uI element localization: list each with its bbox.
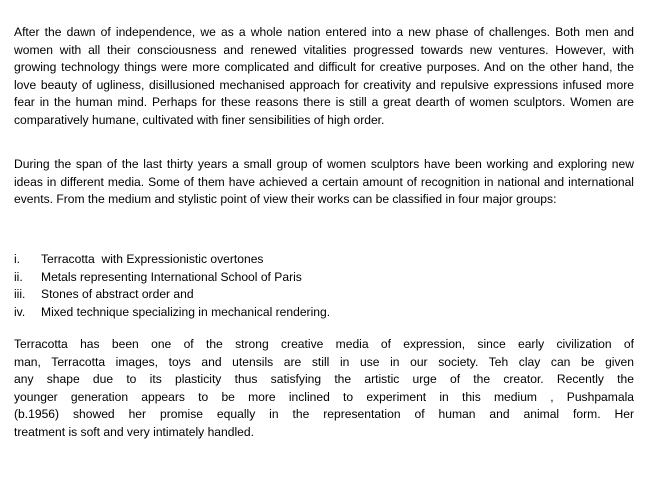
list-marker: iii. — [14, 287, 26, 302]
list-item-text: Terracotta with Expressionistic overtones — [41, 252, 264, 266]
list-marker: ii. — [14, 269, 23, 284]
list-item-text: Metals representing International School of Paris — [41, 269, 302, 284]
list-item-text: Stones of abstract order and — [41, 287, 194, 302]
paragraph-line: treatment is soft and very intimately handled. — [14, 424, 254, 439]
list-item — [14, 286, 634, 304]
paragraph-women-sculptors: During the span of the last thirty years a small group of women sculptors have been working and exploring new ideas in different media. Some of them have achieved a certain amount of recognition in national and international events. From the medium and stylistic point of view their works can be classified in four major groups: — [14, 157, 634, 207]
list-marker: i. — [14, 252, 21, 266]
list-item — [14, 304, 634, 322]
classification-list — [14, 251, 634, 321]
paragraph-terracotta — [14, 336, 634, 442]
list-item — [14, 269, 634, 287]
paragraph-line: Terracotta has been one of the strong creative media of expression, since early civilization of — [14, 337, 634, 351]
list-item-text: Mixed technique specializing in mechanical rendering. — [41, 304, 331, 319]
paragraph-line: any shape due to its plasticity thus satisfying the artistic urge of the creator. Recently the — [14, 372, 634, 387]
list-marker: iv. — [14, 304, 26, 319]
list-item — [14, 251, 634, 269]
paragraph-line: man, Terracotta images, toys and utensils are still in use in our society. Teh clay can be given — [14, 354, 634, 369]
paragraph-independence: After the dawn of independence, we as a whole nation entered into a new phase of challenges. Both men and women with all their consciousness and renewed vitalities progressed towards new ventures. However, with growing technology things were more complicated and difficult for creative purposes. And on the other hand, the love beauty of ugliness, disillusioned mechanised approach for creativity and repulsive expressions infused more fear in the human mind. Perhaps for these reasons there is still a great dearth of women sculptors. Women are comparatively humane, cultivated with finer sensibilities of high order. — [14, 25, 634, 127]
paragraph-line: younger generation appears to be more inclined to experiment in this medium , Pushpamala — [14, 389, 634, 404]
paragraph-line: (b.1956) showed her promise equally in the representation of human and animal form. Her — [14, 407, 634, 422]
